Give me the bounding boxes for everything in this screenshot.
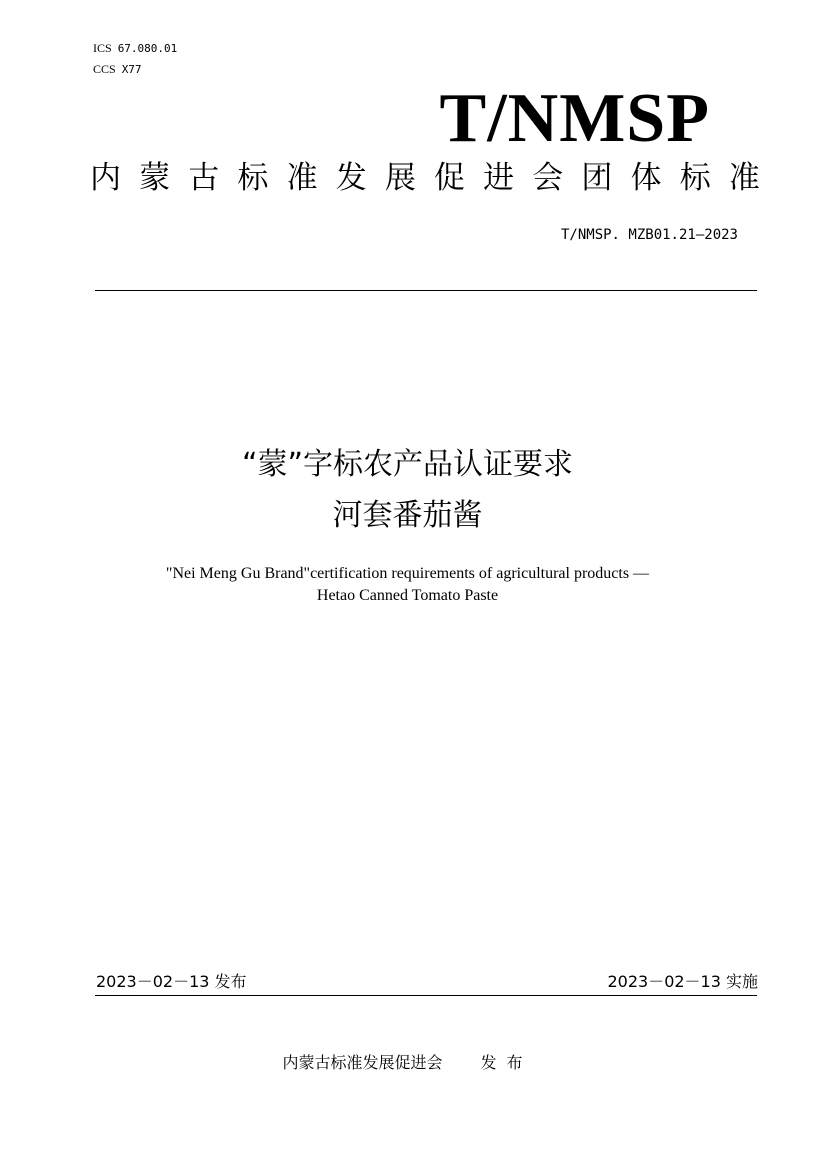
org-standard-char: 准 <box>286 160 318 196</box>
org-standard-title <box>90 158 760 198</box>
org-standard-char: 体 <box>630 160 662 196</box>
ccs-code <box>93 61 142 78</box>
publisher-line <box>0 1053 815 1073</box>
standard-logo: T/NMSP <box>439 80 710 157</box>
org-standard-char: 团 <box>581 160 613 196</box>
title-cn-line1: “蒙”字标农产品认证要求 <box>241 447 574 482</box>
org-standard-char: 标 <box>237 160 269 196</box>
org-standard-char: 促 <box>433 160 465 196</box>
ccs-value: X77 <box>121 63 142 76</box>
ics-code <box>93 40 177 57</box>
ccs-label: CCS <box>93 62 116 76</box>
ics-label: ICS <box>93 41 112 55</box>
bottom-divider <box>95 995 757 996</box>
title-en-line1: "Nei Meng Gu Brand"certification requirements of agricultural products — <box>165 565 650 582</box>
org-standard-char: 蒙 <box>139 160 171 196</box>
document-number: T/NMSP. MZB01.21—2023 <box>560 227 738 243</box>
org-standard-char: 展 <box>384 160 416 196</box>
org-standard-char: 发 <box>335 160 367 196</box>
title-en-line2: Hetao Canned Tomato Paste <box>316 587 499 604</box>
org-standard-char: 内 <box>90 160 121 196</box>
top-divider <box>95 290 757 291</box>
title-cn-line2: 河套番茄酱 <box>332 498 483 533</box>
publisher-org: 内蒙古标准发展促进会 <box>282 1053 443 1072</box>
ics-value: 67.080.01 <box>117 42 178 55</box>
issue-date: 2023－02－13 发布 <box>96 972 247 991</box>
org-standard-char: 准 <box>728 160 760 196</box>
implementation-date: 2023－02－13 实施 <box>607 972 758 991</box>
org-standard-char: 会 <box>532 160 564 196</box>
org-standard-char: 进 <box>483 160 515 196</box>
publisher-action: 发布 <box>480 1053 533 1072</box>
org-standard-char: 古 <box>188 160 220 196</box>
org-standard-char: 标 <box>679 160 711 196</box>
